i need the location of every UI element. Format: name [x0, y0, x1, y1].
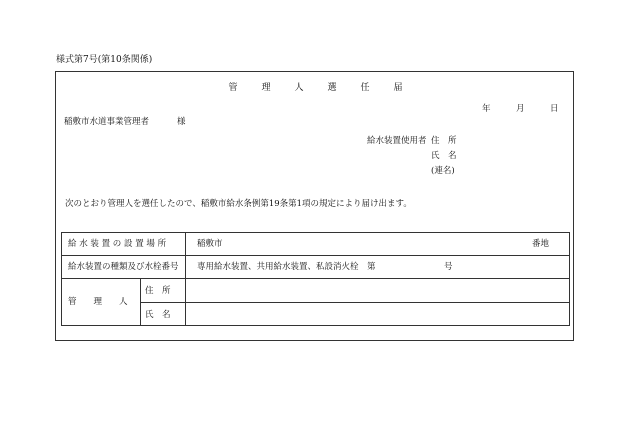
title-char: 任	[360, 83, 370, 93]
details-table	[61, 232, 570, 326]
table-column-divider	[185, 233, 186, 325]
statement-text: 次のとおり管理人を選任したので、稲敷市給水条例第19条第1項の規定により届け出ます。	[65, 199, 412, 209]
device-type-suffix: 号	[444, 262, 453, 272]
manager-address-label: 住 所	[145, 286, 171, 296]
title-char: 選	[327, 83, 337, 93]
addressee	[64, 118, 186, 127]
date-month: 月	[516, 104, 525, 114]
table-column-divider	[140, 278, 141, 325]
form-title	[56, 84, 575, 93]
manager-name-label: 氏 名	[145, 310, 171, 320]
install-location-label: 給 水 装 置 の 設 置 場 所	[68, 239, 167, 249]
title-char: 人	[294, 83, 304, 93]
table-row-divider	[62, 278, 569, 279]
form-number: 様式第7号(第10条関係)	[56, 55, 153, 65]
applicant-joint-label: (連名)	[431, 166, 455, 176]
title-char: 理	[261, 83, 271, 93]
title-char: 管	[228, 83, 238, 93]
date-year: 年	[482, 104, 491, 114]
device-type-label: 給水装置の種類及び水栓番号	[68, 262, 179, 272]
table-row-divider	[140, 302, 569, 303]
applicant-role: 給水装置使用者	[367, 136, 427, 146]
addressee-name: 稲敷市水道事業管理者	[64, 117, 150, 127]
install-location-value: 稲敷市	[197, 239, 223, 249]
manager-label: 管 理 人	[68, 297, 128, 307]
form-frame	[55, 71, 574, 341]
install-location-suffix: 番地	[532, 239, 550, 249]
table-row-divider	[62, 255, 569, 256]
date-day: 日	[550, 104, 559, 114]
addressee-honorific: 様	[177, 117, 186, 127]
applicant-name-label: 氏 名	[431, 151, 457, 161]
title-char: 届	[393, 83, 403, 93]
applicant-address-label: 住 所	[431, 136, 457, 146]
device-type-value: 専用給水装置、共用給水装置、私設消火栓 第	[197, 262, 376, 272]
